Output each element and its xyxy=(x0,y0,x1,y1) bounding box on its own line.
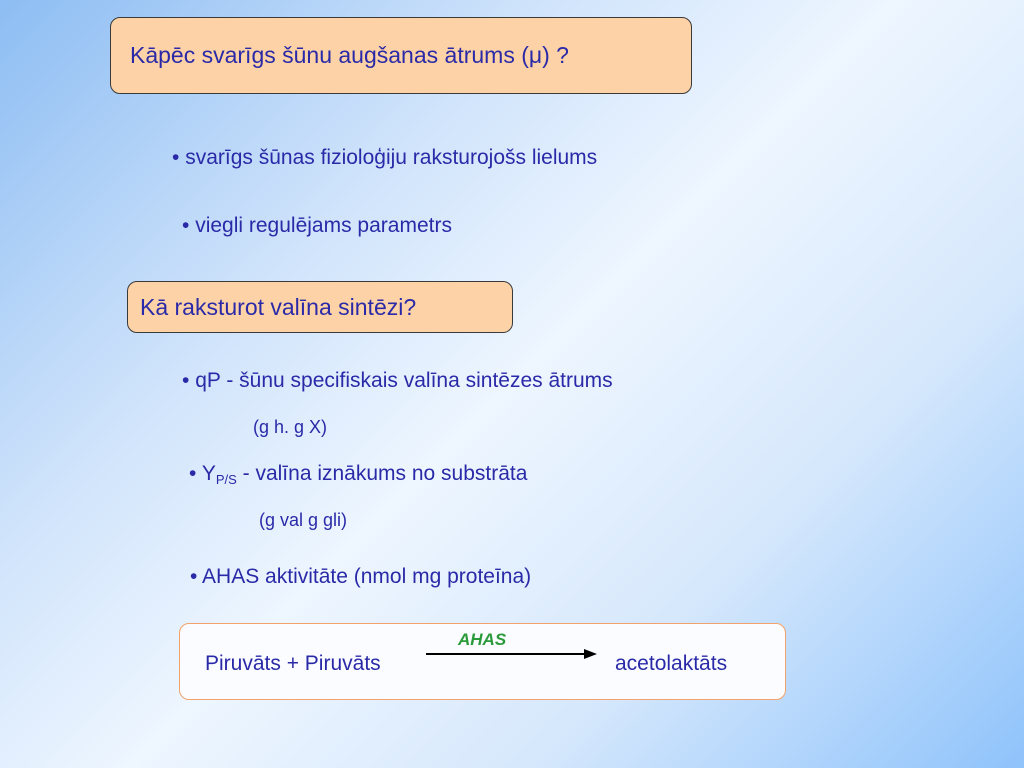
slide-title: Kāpēc svarīgs šūnu augšanas ātrums (μ) ? xyxy=(130,42,569,68)
bullet-marker: • xyxy=(182,369,196,392)
question-text: Kā raksturot valīna sintēzi? xyxy=(140,293,417,320)
bullet-text: svarīgs šūnas fizioloģiju raksturojošs lielums xyxy=(185,146,598,169)
yps-unit: (g val g gli) xyxy=(259,510,348,530)
bullet-ahas xyxy=(190,565,531,589)
bullet-text: AHAS aktivitāte (nmol mg proteīna) xyxy=(202,565,532,588)
bullet-qp xyxy=(182,369,613,393)
enzyme-label: AHAS xyxy=(458,630,507,649)
bullet-easily-regulated xyxy=(182,214,452,238)
reactants-label: Piruvāts + Piruvāts xyxy=(205,652,381,675)
bullet-text: viegli regulējams parametrs xyxy=(195,214,452,237)
yps-symbol: Y xyxy=(201,462,216,485)
bullet-marker: • xyxy=(189,462,202,485)
title-box xyxy=(110,17,692,94)
bullet-yps xyxy=(189,462,527,486)
bullet-marker: • xyxy=(190,565,203,588)
qp-unit: (g h. g X) xyxy=(253,417,328,437)
question-box xyxy=(127,281,513,333)
bullet-marker: • xyxy=(172,146,186,169)
reaction-box xyxy=(179,623,786,700)
reaction-arrow-icon xyxy=(426,648,598,660)
bullet-text: - valīna iznākums no substrāta xyxy=(236,462,528,485)
yps-subscript: P/S xyxy=(215,472,237,487)
bullet-growth-rate-importance xyxy=(172,146,597,170)
product-label: acetolaktāts xyxy=(615,652,728,675)
bullet-text: qP - šūnu specifiskais valīna sintēzes ātrums xyxy=(195,369,613,392)
bullet-marker: • xyxy=(182,214,196,237)
